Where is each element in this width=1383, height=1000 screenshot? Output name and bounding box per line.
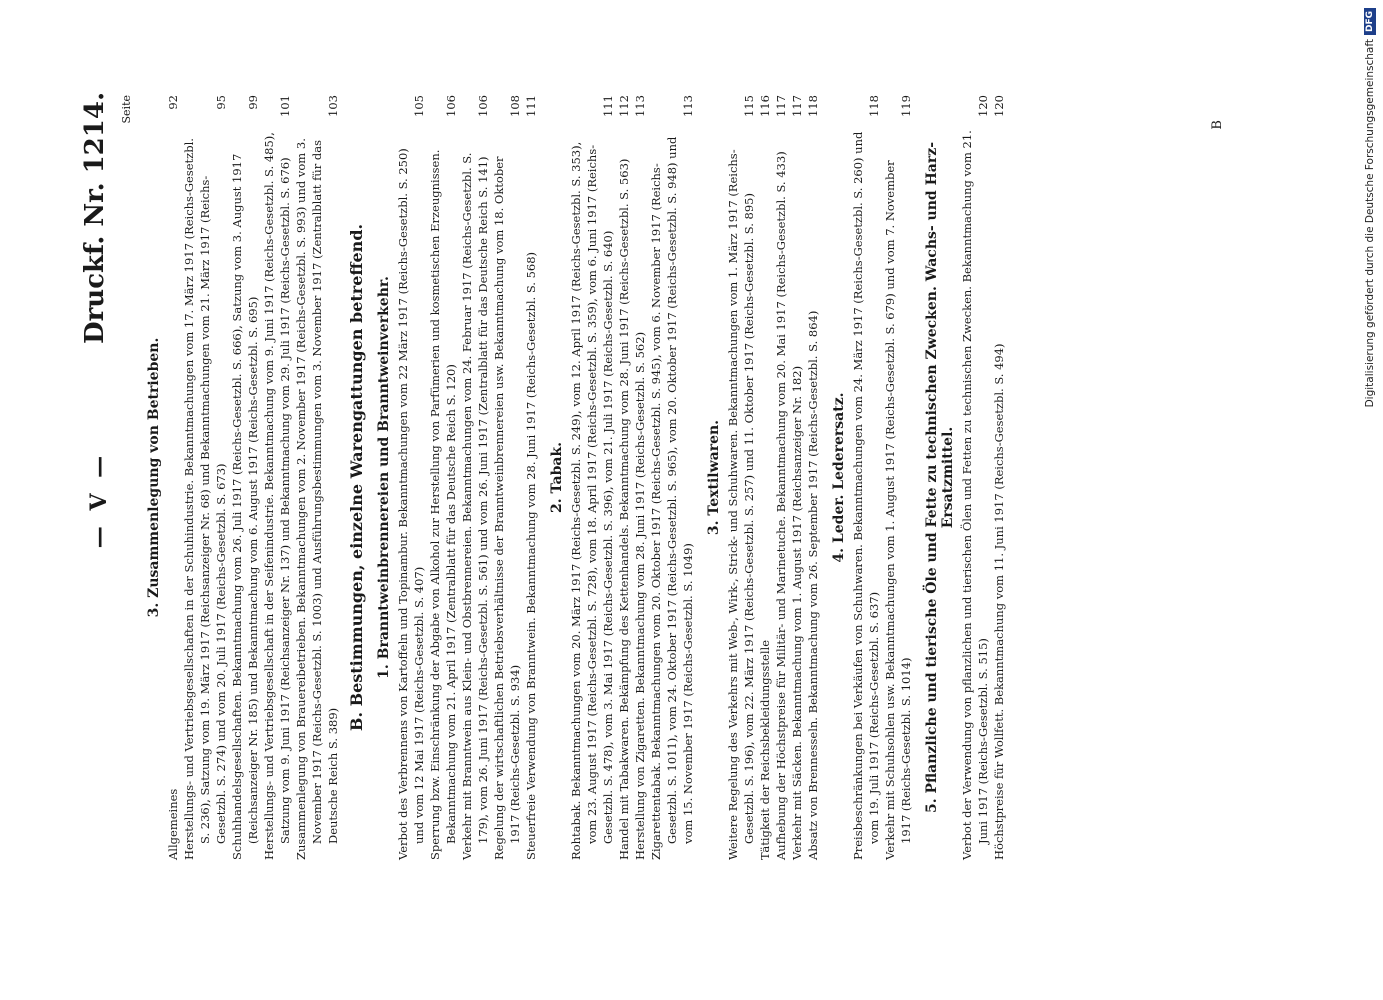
- toc-entry-page: 92: [166, 95, 180, 110]
- toc-entry-page: 105: [412, 95, 426, 117]
- section-heading: 1. Branntweinbrennereien und Branntweinverkehr.: [376, 276, 392, 679]
- dfg-sidebar: [1356, 0, 1383, 1000]
- toc-entry: [882, 95, 914, 860]
- toc-entry-text: Verkehr mit Säcken. Bekanntmachung vom 1. August 1917 (Reichsanzeiger Nr. 182): [790, 365, 804, 860]
- toc-entry-page: 95: [214, 95, 228, 110]
- toc-entry: [491, 95, 523, 860]
- section-heading: 5. Pflanzliche und tierische Öle und Fette zu technischen Zwecken. Wachs- und Harz-Ersatzmittel.: [924, 141, 956, 814]
- toc-entry: [850, 95, 882, 860]
- toc-entry: [789, 95, 805, 860]
- toc-entry: [959, 95, 991, 860]
- section-heading: 3. Textilwaren.: [706, 419, 722, 536]
- toc-entry-page: 118: [806, 95, 820, 117]
- dfg-logo: DFG: [1364, 8, 1376, 35]
- toc-entry-page: 120: [992, 95, 1006, 117]
- toc-entry-text: Zigarettentabak. Bekanntmachungen vom 20. Oktober 1917 (Reichs-Gesetzbl. S. 945), vom 6. November 1917 (Reichs-Gesetzbl. S. 1011), vom 24. Oktober 1917 (Reichs-Gesetzbl. S. 965), vom 20. Oktober 1917 (Reichs-Gesetzbl. S. 948) und vom 15. November 1917 (Reichs-Gesetzbl. S. 1049): [649, 136, 695, 860]
- toc-entry-text: Allgemeines: [166, 788, 180, 860]
- toc-entry-page: 115: [742, 95, 756, 117]
- toc-entry: [757, 95, 773, 860]
- toc-entry: [568, 95, 616, 860]
- toc-entry: [229, 95, 261, 860]
- toc-entry-page: 103: [326, 95, 340, 117]
- toc-entry-text: Verbot des Verbrennens von Kartoffeln und Topinambur. Bekanntmachungen vom 22 März 1917 (Reichs-Gesetzbl. S. 250) und vom 12 Mai 1917 (Reichs-Gesetzbl. S. 407): [396, 148, 426, 860]
- toc-entry-text: Handel mit Tabakwaren. Bekämpfung des Kettenhandels. Bekanntmachung vom 28. Juni 1917 (Reichs-Gesetzbl. S. 563): [617, 158, 631, 860]
- toc-entry-text: Herstellungs- und Vertriebsgesellschaften in der Schuhindustrie. Bekanntmachungen vom 17. März 1917 (Reichs-Gesetzbl. S. 236), Satzung vom 19. März 1917 (Reichsanzeiger Nr. 68) und Bekanntmachungen vom 21. März 1917 (Reichs-Gesetzbl. S. 274) und vom 20. Juli 1917 (Reichs-Gesetzbl. S. 673): [182, 138, 228, 860]
- toc-entry-text: Regelung der wirtschaftlichen Betriebsverhältnisse der Branntweinbrennereien usw. Bekanntmachung vom 18. Oktober 1917 (Reichs-Gesetzbl. S. 934): [492, 156, 522, 860]
- toc-entry-text: Zusammenlegung von Brauereibetrieben. Bekanntmachungen vom 2. November 1917 (Reichs-Gesetzbl. S. 993) und vom 3. November 1917 (Reichs-Gesetzbl. S. 1003) und Ausführungsbestimmungen vom 3. November 1917 (Zentralblatt für das Deutsche Reich S. 389): [294, 138, 340, 860]
- toc-entry: [725, 95, 757, 860]
- toc-entry-text: Verbot der Verwendung von pflanzlichen und tierischen Ölen und Fetten zu technischen Zwecken. Bekanntmachung vom 21. Juni 1917 (Reichs-Gesetzbl. S. 515): [960, 130, 990, 860]
- toc-entry-text: Rohtabak. Bekanntmachungen vom 20. März 1917 (Reichs-Gesetzbl. S. 249), vom 12. April 1917 (Reichs-Gesetzbl. S. 353), vom 23. August 1917 (Reichs-Gesetzbl. S. 728), vom 18. April 1917 (Reichs-Gesetzbl. S. 359), vom 6. Juni 1917 (Reichs-Gesetzbl. S. 478), vom 3. Mai 1917 (Reichs-Gesetzbl. S. 396), vom 21. Juli 1917 (Reichs-Gesetzbl. S. 640): [569, 141, 615, 860]
- toc-entry: [632, 95, 648, 860]
- toc-entry-page: 101: [278, 95, 292, 117]
- section-heading: 3. Zusammenlegung von Betrieben.: [146, 337, 162, 618]
- toc-entry-page: 120: [976, 95, 990, 117]
- dfg-sidebar-inner: [1356, 0, 1383, 1000]
- toc-entry-text: Schuhhandelsgesellschaften. Bekanntmachung vom 26. Juli 1917 (Reichs-Gesetzbl. S. 666), Satzung vom 3. August 1917 (Reichsanzeiger Nr. 185) und Bekanntmachung vom 6. August 1917 (Reichs-Gesetzbl. S. 695): [230, 153, 260, 860]
- section-heading: 2. Tabak.: [549, 441, 565, 514]
- page-number: — V —: [86, 451, 112, 549]
- toc-entry-page: 116: [758, 95, 772, 117]
- toc-entry-page: 117: [790, 95, 804, 117]
- toc-entry-page: 106: [444, 95, 458, 117]
- toc-entry-page: 111: [524, 95, 538, 117]
- toc-entry-text: Preisbeschränkungen bei Verkäufen von Schuhwaren. Bekanntmachungen vom 24. März 1917 (Reichs-Gesetzbl. S. 260) und vom 19. Juli 1917 (Reichs-Gesetzbl. S. 637): [851, 131, 881, 860]
- toc-entry-text: Verkehr mit Schuhsohlen usw. Bekanntmachungen vom 1. August 1917 (Reichs-Gesetzbl. S. 679) und vom 7. November 1917 (Reichs-Gesetzbl. S. 1014): [883, 160, 913, 860]
- toc-entry-text: Absatz von Brennesseln. Bekanntmachung vom 26. September 1917 (Reichs-Gesetzbl. S. 864): [806, 310, 820, 860]
- section-heading: B. Bestimmungen, einzelne Warengattungen betreffend.: [347, 223, 366, 732]
- toc-entry: [648, 95, 696, 860]
- toc-entry: [261, 95, 293, 860]
- toc-entry-text: Weitere Regelung des Verkehrs mit Web-, Wirk-, Strick- und Schuhwaren. Bekanntmachungen vom 1. März 1917 (Reichs-Gesetzbl. S. 196), vom 22. März 1917 (Reichs-Gesetzbl. S. 257) und 11. Oktober 1917 (Reichs-Gesetzbl. S. 895): [726, 149, 756, 860]
- section-heading: 4. Leder. Lederersatz.: [831, 392, 847, 563]
- toc-entry-text: Tätigkeit der Reichsbekleidungsstelle: [758, 639, 772, 860]
- toc-entry-text: Steuerfreie Verwendung von Branntwein. Bekanntmachung vom 28. Juni 1917 (Reichs-Gesetzbl. S. 568): [524, 251, 538, 860]
- print-number: Druckf. Nr. 1214.: [80, 92, 110, 344]
- toc-entry-page: 113: [633, 95, 647, 117]
- toc-entry-text: Aufhebung der Höchstpreise für Militär- und Marinetuche. Bekanntmachung vom 20. Mai 1917 (Reichs-Gesetzbl. S. 433): [774, 151, 788, 860]
- toc-entry-page: 106: [476, 95, 490, 117]
- toc-entry-page: 118: [867, 95, 881, 117]
- toc-entry: [459, 95, 491, 860]
- toc-entry-page: 119: [899, 95, 913, 117]
- dfg-sidebar-text: Digitalisierung gefördert durch die Deutsche Forschungsgemeinschaft: [1363, 39, 1376, 408]
- toc-entry-text: Herstellungs- und Vertriebsgesellschaft in der Seifenindustrie. Bekanntmachung vom 9. Juni 1917 (Reichs-Gesetzbl. S. 485), Satzung vom 9. Juni 1917 (Reichsanzeiger Nr. 137) und Bekanntmachung vom 29. Juli 1917 (Reichs-Gesetzbl. S. 676): [262, 132, 292, 860]
- toc-entry: [805, 95, 821, 860]
- toc-entry-page: 112: [617, 95, 631, 117]
- toc-entry: [293, 95, 341, 860]
- toc-entry-page: 111: [601, 95, 615, 117]
- toc-entry: [523, 95, 539, 860]
- signature-mark: B: [1210, 120, 1225, 130]
- toc-entry: [616, 95, 632, 860]
- seite-label: Seite: [120, 95, 133, 124]
- toc-entry-page: 99: [246, 95, 260, 110]
- toc-entry: [181, 95, 229, 860]
- toc-entry-text: Höchstpreise für Wollfett. Bekanntmachung vom 11. Juni 1917 (Reichs-Gesetzbl. S. 494): [992, 343, 1006, 860]
- toc-entry-text: Verkehr mit Branntwein aus Klein- und Obstbrennereien. Bekanntmachungen vom 24. Februar 1917 (Reichs-Gesetzbl. S. 179), vom 26. Juni 1917 (Reichs-Gesetzbl. S. 561) und vom 26. Juni 1917 (Zentralblatt für das Deutsche Reich S. 141): [460, 152, 490, 860]
- toc-entry: [773, 95, 789, 860]
- toc-entry-page: 117: [774, 95, 788, 117]
- page-header: [80, 0, 120, 1000]
- toc-entry-page: 113: [681, 95, 695, 117]
- toc-entry: [395, 95, 427, 860]
- table-of-contents: [136, 95, 1007, 860]
- toc-entry-text: Sperrung bzw. Einschränkung der Abgabe von Alkohol zur Herstellung von Parfümerien und kosmetischen Erzeugnissen. Bekanntmachung vom 21. April 1917 (Zentralblatt für das Deutsche Reich S. 120): [428, 149, 458, 860]
- toc-entry: [165, 95, 181, 860]
- toc-entry-page: 108: [508, 95, 522, 117]
- toc-entry: [991, 95, 1007, 860]
- toc-entry: [427, 95, 459, 860]
- toc-entry-text: Herstellung von Zigaretten. Bekanntmachung vom 28. Juni 1917 (Reichs-Gesetzbl. S. 562): [633, 331, 647, 860]
